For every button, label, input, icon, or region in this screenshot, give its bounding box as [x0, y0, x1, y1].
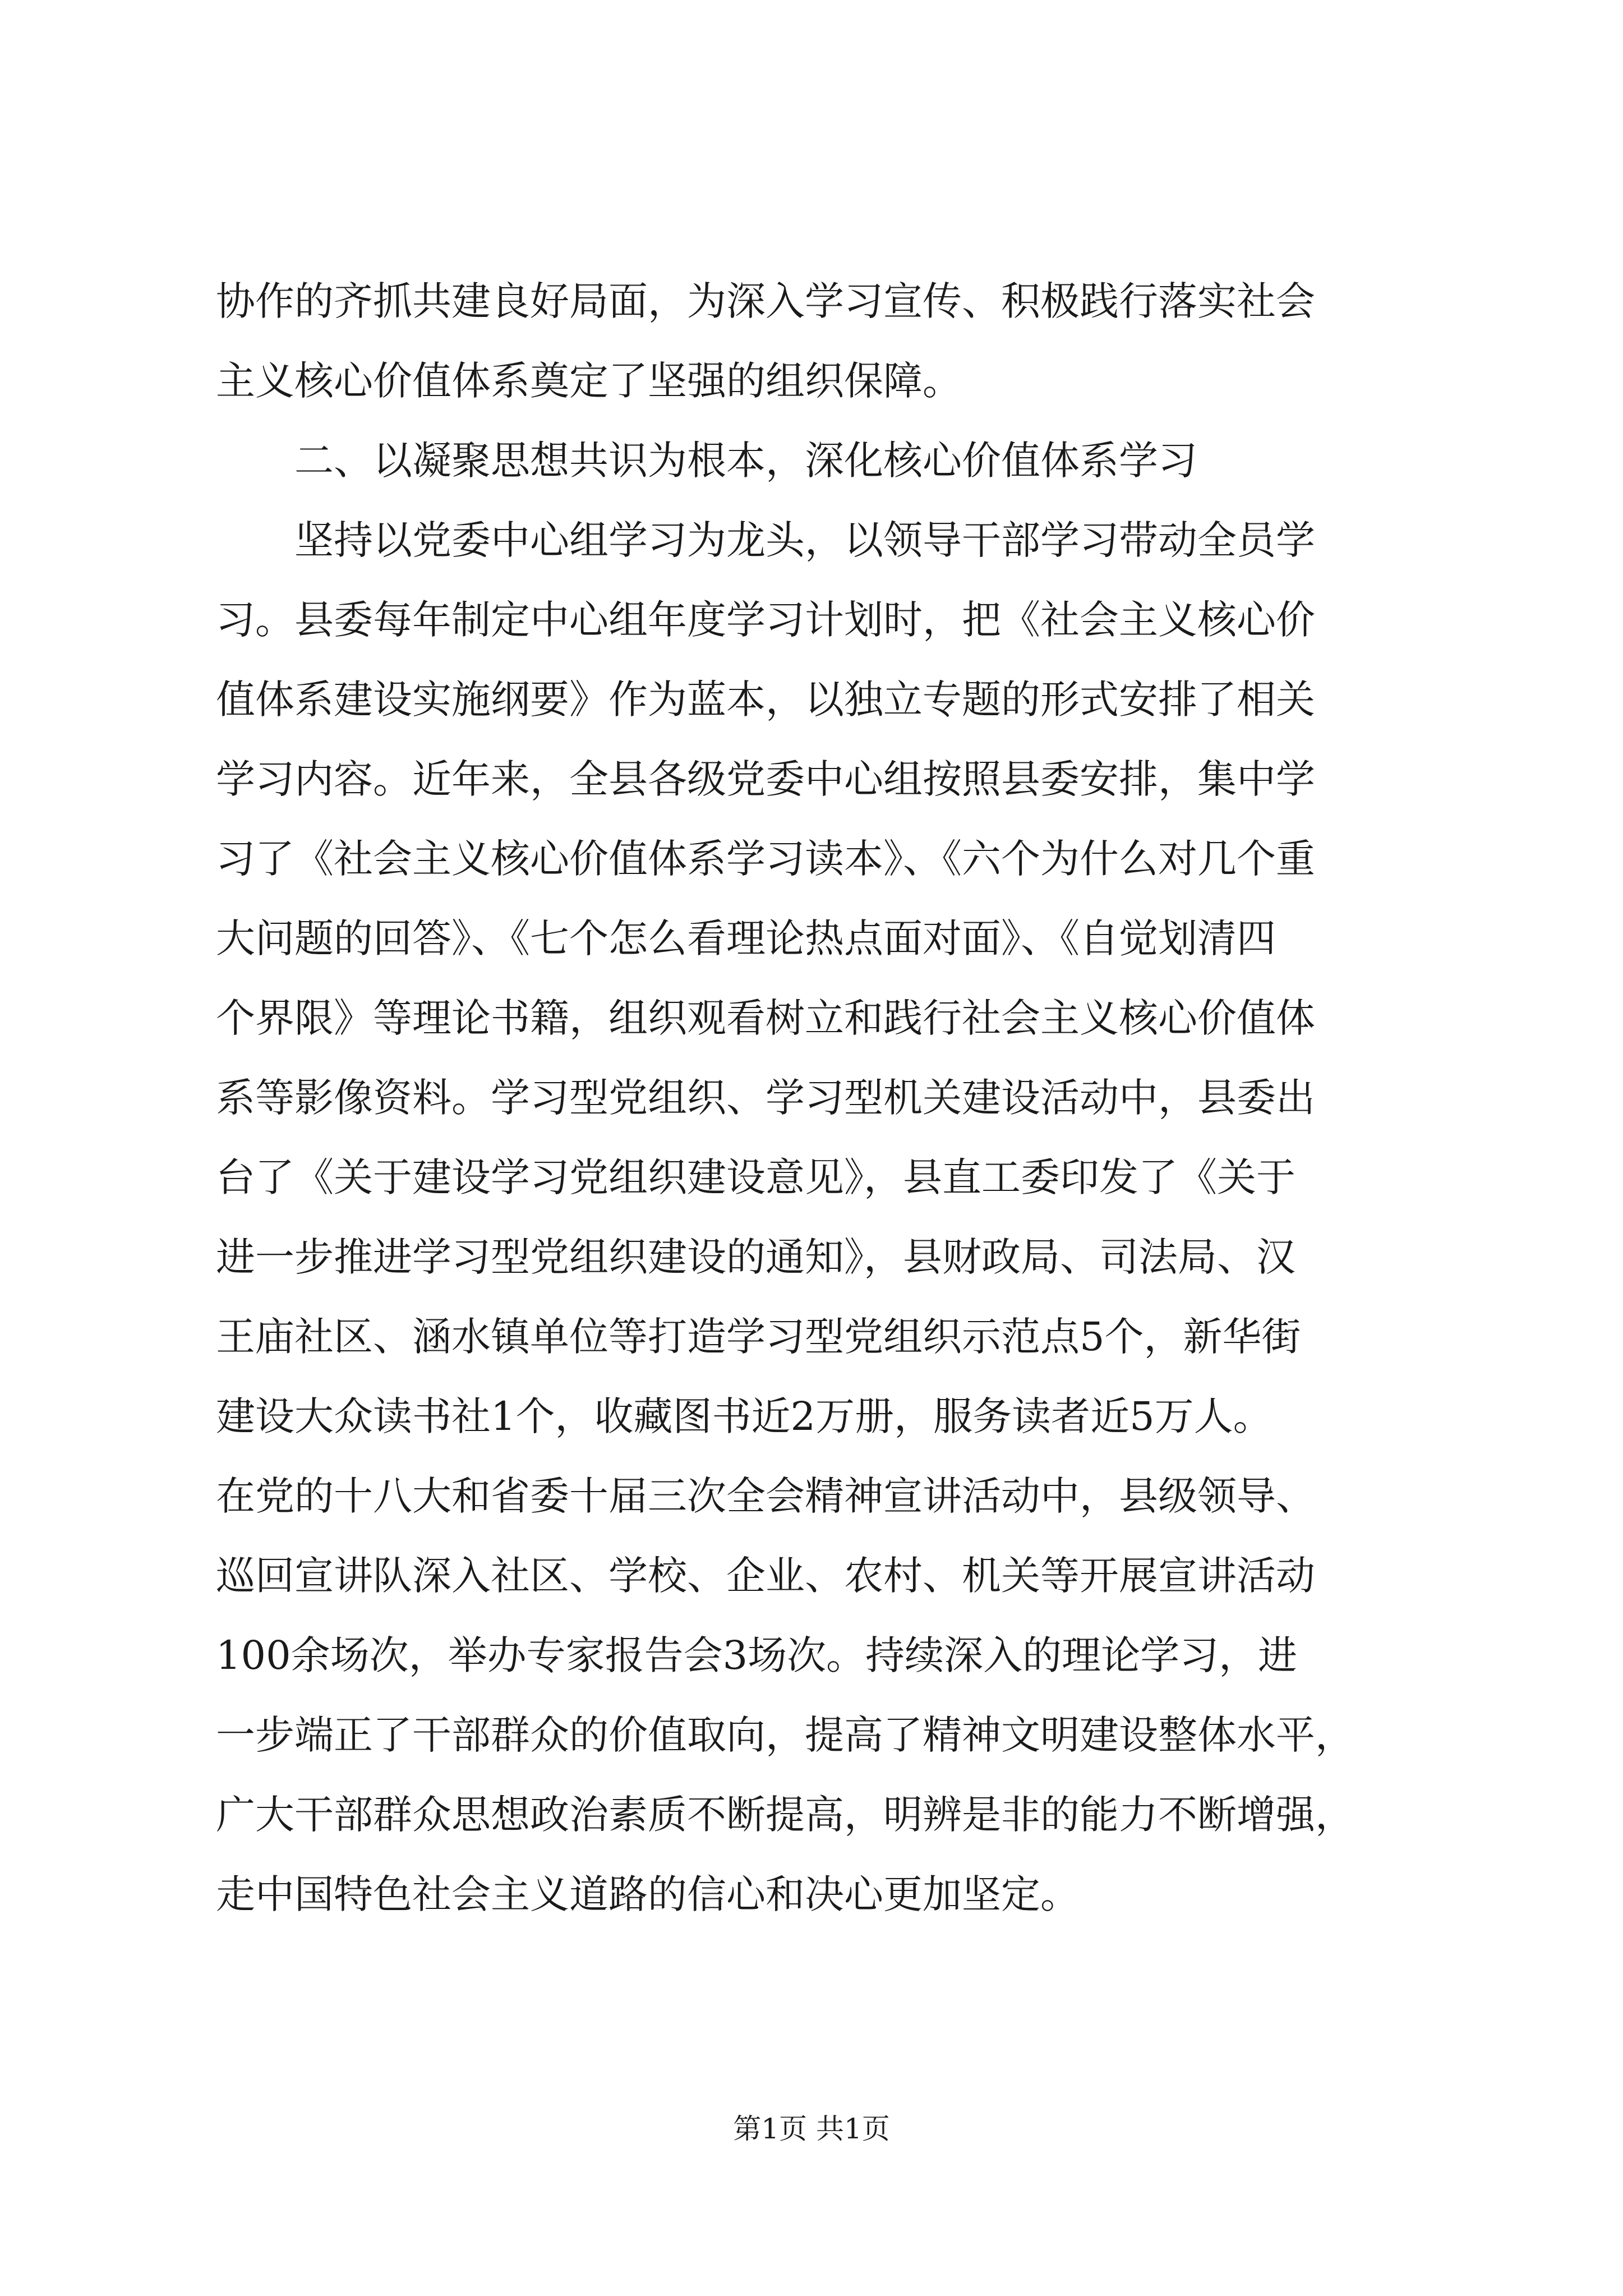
body-text — [216, 261, 1422, 1934]
text-line: 巡回宣讲队深入社区、学校、企业、农村、机关等开展宣讲活动 — [216, 1553, 1315, 1599]
text-line: 进一步推进学习型党组织建设的通知》，县财政局、司法局、汉 — [216, 1234, 1295, 1280]
text-line: 主义核心价值体系奠定了坚强的组织保障。 — [216, 358, 962, 404]
text-line: 广大干部群众思想政治素质不断提高，明辨是非的能力不断增强， — [216, 1792, 1354, 1838]
text-line: 建设大众读书社1个，收藏图书近2万册，服务读者近5万人。 — [216, 1393, 1272, 1439]
text-line: 100余场次，举办专家报告会3场次。持续深入的理论学习，进 — [216, 1632, 1298, 1678]
text-line: 学习内容。近年来，全县各级党委中心组按照县委安排，集中学 — [216, 756, 1315, 802]
page-number-footer: 第1页 共1页 — [733, 2113, 890, 2145]
text-line: 台了《关于建设学习党组织建设意见》，县直工委印发了《关于 — [216, 1154, 1295, 1200]
text-line: 王庙社区、涵水镇单位等打造学习型党组织示范点5个，新华街 — [216, 1314, 1301, 1360]
text-line: 协作的齐抓共建良好局面，为深入学习宣传、积极践行落实社会 — [216, 278, 1315, 324]
text-line: 走中国特色社会主义道路的信心和决心更加坚定。 — [216, 1871, 1080, 1917]
text-line: 习。县委每年制定中心组年度学习计划时，把《社会主义核心价 — [216, 597, 1315, 643]
text-line: 个界限》等理论书籍，组织观看树立和践行社会主义核心价值体 — [216, 995, 1315, 1041]
text-line: 习了《社会主义核心价值体系学习读本》、《六个为什么对几个重 — [216, 836, 1315, 882]
section-heading: 二、以凝聚思想共识为根本，深化核心价值体系学习 — [294, 438, 1197, 484]
text-line: 一步端正了干部群众的价值取向，提高了精神文明建设整体水平， — [216, 1712, 1354, 1758]
text-line: 大问题的回答》、《七个怎么看理论热点面对面》、《自觉划清四 — [216, 915, 1276, 961]
text-line: 值体系建设实施纲要》作为蓝本，以独立专题的形式安排了相关 — [216, 677, 1315, 723]
text-line: 坚持以党委中心组学习为龙头，以领导干部学习带动全员学 — [294, 517, 1315, 563]
text-line: 在党的十八大和省委十届三次全会精神宣讲活动中，县级领导、 — [216, 1473, 1315, 1519]
text-line: 系等影像资料。学习型党组织、学习型机关建设活动中，县委出 — [216, 1075, 1315, 1121]
